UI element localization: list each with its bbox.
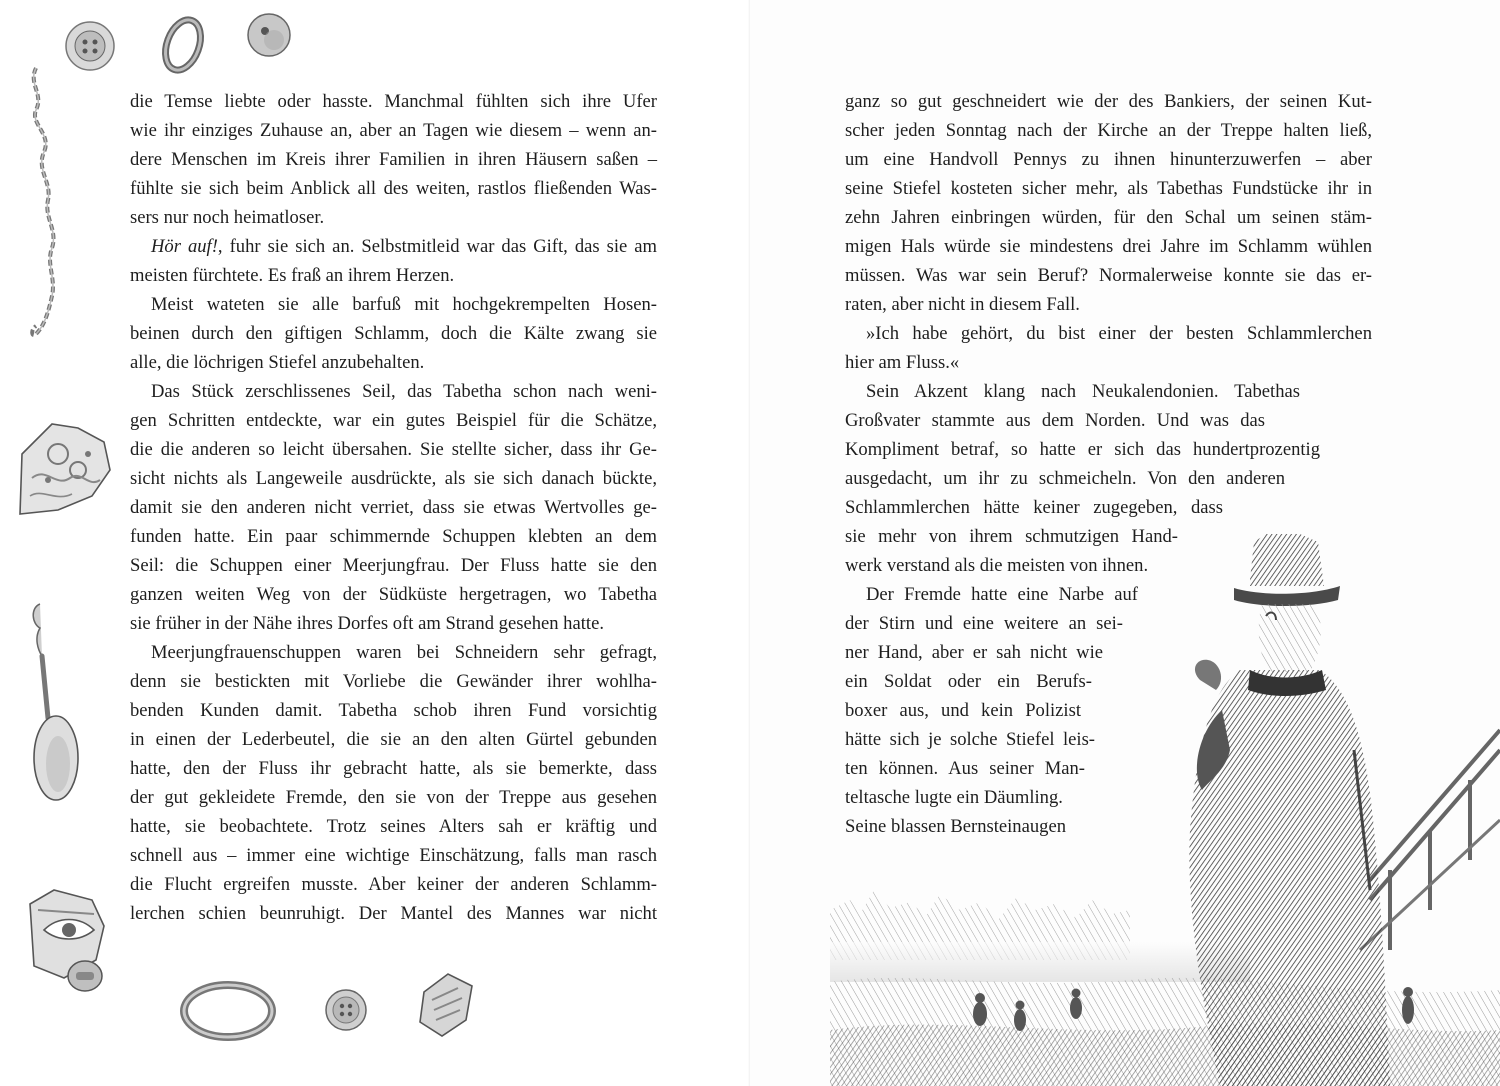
text-line: ganz so gut geschneidert wie der des Bankiers, der seinen Kut- [845, 91, 1372, 112]
text-line: scher jeden Sonntag nach der Kirche an der Treppe halten ließ, [845, 120, 1372, 141]
text-line: boxer aus, und kein Polizist [845, 700, 1081, 721]
text-line: lerchen schien beunruhigt. Der Mantel des Mannes war nicht [130, 903, 657, 924]
text-line: die die anderen so leicht übersahen. Sie stellte sicher, dass ihr Ge- [130, 439, 657, 460]
text-line: wie ihr einziges Zuhause an, aber an Tagen wie diesem – wenn an- [130, 120, 657, 141]
text-line: werk verstand als die meisten von ihnen. [845, 555, 1149, 576]
text-line: hatte, den der Fluss ihr gebracht hatte, als sie bemerkte, dass [130, 758, 657, 779]
text-line: migen Hals würde sie mindestens drei Jahre im Schlamm wühlen [845, 236, 1372, 257]
text-line: Schlammlerchen hätte keiner zugegeben, dass [845, 497, 1223, 518]
text-line: alle, die löchrigen Stiefel anzubehalten. [130, 352, 425, 373]
right-page-body [845, 87, 1372, 841]
button-icon [64, 956, 106, 996]
text-line: hatte, sie beobachtete. Trotz seines Alters sah er kräftig und [130, 816, 657, 837]
text-line: zehn Jahren einbringen würden, für den Schal um seinen stäm- [845, 207, 1372, 228]
text-line: sie mehr von ihrem schmutzigen Hand- [845, 526, 1178, 547]
text-line: ausgedacht, um ihr zu schmeicheln. Von den anderen [845, 468, 1285, 489]
text-line: beinen durch den giftigen Schlamm, doch die Kälte zwang sie [130, 323, 657, 344]
text-line: Meerjungfrauenschuppen waren bei Schneidern sehr gefragt, [151, 642, 657, 663]
text-line: benden Kunden damit. Tabetha schob ihren Fund vorsichtig [130, 700, 657, 721]
text-line: sicht nichts als Langeweile ausdrückte, als sie sich danach bückte, [130, 468, 657, 489]
porcelain-shard-icon [12, 418, 118, 522]
text-line: Meist wateten sie alle barfuß mit hochgekrempelten Hosen- [151, 294, 657, 315]
ring-icon [158, 14, 208, 76]
text-line: teltasche lugte ein Däumling. [845, 787, 1063, 808]
button-icon [322, 986, 370, 1034]
text-line: ganzen weiten Weg von der Südküste hergetragen, wo Tabetha [130, 584, 657, 605]
text-line: meisten fürchtete. Es fraß an ihrem Herzen. [130, 265, 455, 286]
ring-icon [178, 976, 278, 1046]
text-line: hier am Fluss.« [845, 352, 960, 373]
text-line: Das Stück zerschlissenes Seil, das Tabetha schon nach weni- [151, 381, 657, 402]
text-line: ein Soldat oder ein Berufs- [845, 671, 1092, 692]
text-line: in einen der Lederbeutel, die sie an den alten Gürtel gebunden [130, 729, 657, 750]
text-line: Großvater stammte aus dem Norden. Und was das [845, 410, 1265, 431]
text-fragment: , fuhr sie sich an. Selbstmitleid war das Gift, das sie am [217, 236, 657, 257]
spoon-icon [20, 598, 86, 808]
text-line: Kompliment betraf, so hatte er sich das hundertprozentig [845, 439, 1320, 460]
text-line: fühlte sie sich beim Anblick all des weiten, rastlos fließenden Was- [130, 178, 657, 199]
text-line: um eine Handvoll Pennys zu ihnen hinunterzuwerfen – aber [845, 149, 1372, 170]
left-page-body [130, 87, 657, 928]
text-line: müssen. Was war sein Beruf? Normalerweise konnte sie das er- [845, 265, 1372, 286]
text-line: denn sie bestickten mit Vorliebe die Gewänder ihrer wohlha- [130, 671, 657, 692]
right-page [750, 0, 1500, 1086]
text-line: die Temse liebte oder hasste. Manchmal fühlten sich ihre Ufer [130, 91, 657, 112]
text-line: schnell aus – immer eine wichtige Einschätzung, falls man rasch [130, 845, 657, 866]
text-line [130, 232, 657, 261]
text-line: dere Menschen im Kreis ihrer Familien in ihren Häusern saßen – [130, 149, 657, 170]
text-line: gen Schritten entdeckte, war ein gutes Beispiel für die Schätze, [130, 410, 657, 431]
text-line: hätte sich je solche Stiefel leis- [845, 729, 1095, 750]
text-line: ten können. Aus seiner Man- [845, 758, 1085, 779]
chain-icon [22, 64, 72, 344]
text-line: damit sie den anderen nicht verriet, dass sie etwas Wertvolles ge- [130, 497, 657, 518]
text-line: »Ich habe gehört, du bist einer der besten Schlammlerchen [866, 323, 1372, 344]
text-line: sers nur noch heimatloser. [130, 207, 325, 228]
text-line: ner Hand, aber er sah nicht wie [845, 642, 1103, 663]
scale-icon [414, 968, 480, 1042]
text-line: der Stirn und eine weitere an sei- [845, 613, 1123, 634]
text-line: Seine blassen Bernsteinaugen [845, 816, 1067, 837]
text-line: der gut gekleidete Fremde, den sie von der Treppe aus gesehen [130, 787, 657, 808]
text-line: Seil: die Schuppen einer Meerjungfrau. Der Fluss hatte sie den [130, 555, 657, 576]
text-line: die Flucht ergreifen musste. Aber keiner der anderen Schlamm- [130, 874, 657, 895]
emphasis: Hör auf! [151, 236, 218, 257]
text-line: raten, aber nicht in diesem Fall. [845, 294, 1080, 315]
text-line: sie früher in der Nähe ihres Dorfes oft am Strand gesehen hatte. [130, 613, 604, 634]
bead-icon [244, 10, 294, 60]
text-line: seine Stiefel kosteten sicher mehr, als Tabethas Fundstücke ihr in [845, 178, 1372, 199]
text-line: funden hatte. Ein paar schimmernde Schuppen klebten an dem [130, 526, 657, 547]
text-line: Der Fremde hatte eine Narbe auf [866, 584, 1138, 605]
text-line: Sein Akzent klang nach Neukalendonien. Tabethas [866, 381, 1300, 402]
